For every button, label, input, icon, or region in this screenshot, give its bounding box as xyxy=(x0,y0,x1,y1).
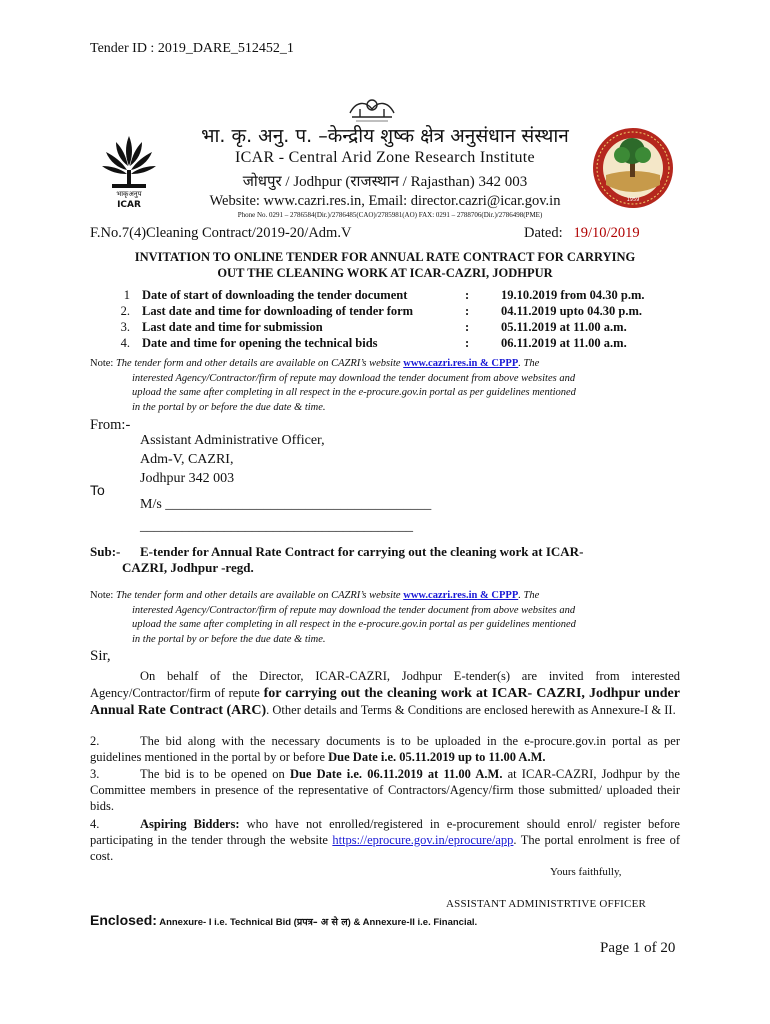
para-bold: Due Date i.e. 05.11.2019 up to 11.00 A.M. xyxy=(328,750,546,764)
schedule-colon: : xyxy=(465,304,470,318)
subject-text: CAZRI, Jodhpur -regd. xyxy=(122,560,254,575)
signatory-title: ASSISTANT ADMINISTRTIVE OFFICER xyxy=(446,898,647,910)
cazri-website-link[interactable]: www.cazri.res.in xyxy=(403,590,478,601)
para-bold: for carrying out the cleaning work at ICAR- CAZRI, Jodhpur under Annual Rate Contract (ARC) xyxy=(90,686,680,718)
cazri-website-link[interactable]: www.cazri.res.in xyxy=(403,358,478,369)
note-text: . The xyxy=(518,590,540,601)
schedule-value: 05.11.2019 at 11.00 a.m. xyxy=(501,320,627,334)
institute-english-title: ICAR - Central Arid Zone Research Institute xyxy=(235,149,535,166)
paragraph-4 xyxy=(90,816,680,864)
para-text: The bid along with the necessary documents is to be uploaded in the e-procure.gov.in portal as per guidelines mentioned in the portal by or before xyxy=(90,734,680,764)
schedule-label: Last date and time for downloading of tender form xyxy=(142,304,414,318)
svg-text:भाकृअनुप: भाकृअनुप xyxy=(116,190,142,198)
enclosed-colon: : xyxy=(152,912,157,928)
schedule-label: Date and time for opening the technical bids xyxy=(142,336,378,350)
schedule-row xyxy=(108,304,688,320)
enclosed-text: ) & Annexure-II i.e. Financial. xyxy=(347,917,478,928)
closing-yours: Yours faithfully, xyxy=(550,866,622,878)
note-lead: Note: xyxy=(90,590,114,601)
note-line: upload the same after completing in all respect in the e-procure.gov.in portal as per guidelines mentioned xyxy=(132,387,576,398)
enclosed-text: Annexure- I i.e. Technical Bid ( xyxy=(156,917,297,928)
schedule-num: 2. xyxy=(120,304,130,318)
note-line: in the portal by or before the due date & time. xyxy=(132,401,326,413)
schedule-num: 1 xyxy=(123,288,130,302)
institute-hindi-title: भा. कृ. अनु. प. –केन्द्रीय शुष्क क्षेत्र अनुसंधान संस्थान xyxy=(201,125,569,147)
enclosed-label: Enclosed xyxy=(90,912,153,928)
from-line: Assistant Administrative Officer, xyxy=(140,433,325,448)
para-num: 2. xyxy=(90,734,100,748)
note-line: interested Agency/Contractor/firm of repute may download the tender document from above websites and xyxy=(132,372,576,384)
addressee-line: _______________________________________ xyxy=(140,519,413,534)
note-line xyxy=(90,589,680,604)
main-heading-line: INVITATION TO ONLINE TENDER FOR ANNUAL RATE CONTRACT FOR CARRYING xyxy=(134,250,636,264)
para-bold: Aspiring Bidders: xyxy=(140,817,240,831)
schedule-value: 06.11.2019 at 11.00 a.m. xyxy=(501,336,627,350)
note-lead: Note: xyxy=(90,358,114,369)
note-text: . The xyxy=(518,358,540,369)
svg-text:ICAR: ICAR xyxy=(117,200,141,210)
addressee-line: M/s ______________________________________ xyxy=(140,497,432,512)
enclosed-line xyxy=(90,912,477,928)
dated-value: 19/10/2019 xyxy=(573,225,640,241)
eprocure-link[interactable]: https://eprocure.gov.in/eprocure/app xyxy=(332,833,514,847)
schedule-value: 19.10.2019 from 04.30 p.m. xyxy=(501,288,645,302)
paragraph-2 xyxy=(90,733,680,765)
paragraph-3 xyxy=(90,766,680,814)
institute-phone-fax: Phone No. 0291 – 2786584(Dir.)/2786485(CAO)/2785981(AO) FAX: 0291 – 2788706(Dir.)/2786498(PME) xyxy=(237,211,543,219)
main-heading-line: OUT THE CLEANING WORK AT ICAR-CAZRI, JODHPUR xyxy=(217,266,553,280)
schedule-value: 04.11.2019 upto 04.30 p.m. xyxy=(501,304,642,318)
note-line: interested Agency/Contractor/firm of repute may download the tender document from above websites and xyxy=(132,604,576,616)
para-num: 4. xyxy=(90,817,100,831)
para-text: who have not enrolled/registered in e-procurement should enrol/ register before participating in the tender through the website xyxy=(90,817,680,847)
note-line: upload the same after completing in all respect in the e-procure.gov.in portal as per guidelines mentioned xyxy=(132,619,576,630)
from-label: From:- xyxy=(90,417,131,433)
salutation: Sir, xyxy=(90,648,111,664)
schedule-label: Date of start of downloading the tender document xyxy=(142,288,408,302)
para-text: The bid is to be opened on xyxy=(140,767,290,781)
institute-address: जोधपुर / Jodhpur (राजस्थान / Rajasthan) 342 003 xyxy=(242,174,528,190)
institute-website-email: Website: www.cazri.res.in, Email: director.cazri@icar.gov.in xyxy=(209,193,561,209)
subject-label: Sub:- xyxy=(90,544,121,559)
note-line: in the portal by or before the due date & time. xyxy=(132,633,326,645)
svg-text:1959: 1959 xyxy=(626,197,640,203)
from-line: Adm-V, CAZRI, xyxy=(140,452,234,467)
note-text: The tender form and other details are available on CAZRI’s website xyxy=(115,590,401,601)
para-text: at ICAR-CAZRI, Jodhpur by the Committee members in presence of the representative of Contractors/Agency/firm those submitted/ uploaded their bids. xyxy=(90,767,680,813)
schedule-colon: : xyxy=(465,288,470,302)
dated-line xyxy=(524,225,640,242)
dated-label: Dated: xyxy=(524,225,563,241)
to-label: To xyxy=(90,482,105,498)
schedule-num: 4. xyxy=(120,336,130,350)
schedule-row xyxy=(108,288,688,304)
paragraph-1 xyxy=(90,668,680,719)
note-text: The tender form and other details are available on CAZRI’s website xyxy=(115,358,401,369)
cppp-link[interactable]: & CPPP xyxy=(477,590,519,601)
schedule-row xyxy=(108,320,688,336)
note-line xyxy=(90,357,680,372)
tender-id: Tender ID : 2019_DARE_512452_1 xyxy=(90,41,294,56)
schedule-colon: : xyxy=(465,336,470,350)
national-emblem-icon xyxy=(346,93,398,125)
page-number: Page 1 of 20 xyxy=(600,940,676,956)
para-text: On behalf of the Director, ICAR-CAZRI, Jodhpur E-tender(s) are invited from interested Agency/Contractor/firm of repute xyxy=(90,669,680,700)
from-line: Jodhpur 342 003 xyxy=(140,471,235,486)
cppp-link[interactable]: & CPPP xyxy=(477,358,519,369)
schedule-row xyxy=(108,336,688,352)
note-block xyxy=(90,589,680,647)
enclosed-hindi: प्रपत्र– अ से ल xyxy=(296,917,348,928)
schedule-num: 3. xyxy=(120,320,130,334)
schedule-label: Last date and time for submission xyxy=(142,320,323,334)
icar-logo-icon xyxy=(98,132,160,212)
schedule-colon: : xyxy=(465,320,470,334)
main-heading xyxy=(90,249,680,281)
subject-text: E-tender for Annual Rate Contract for carrying out the cleaning work at ICAR- xyxy=(140,544,584,559)
para-text: . Other details and Terms & Conditions are enclosed herewith as Annexure-I & II. xyxy=(266,703,676,717)
para-bold: Due Date i.e. 06.11.2019 at 11.00 A.M. xyxy=(289,767,503,781)
para-text: . The portal enrolment is free of cost. xyxy=(90,833,680,863)
para-num: 3. xyxy=(90,767,100,781)
note-block xyxy=(90,357,680,415)
file-number: F.No.7(4)Cleaning Contract/2019-20/Adm.V xyxy=(90,225,352,241)
